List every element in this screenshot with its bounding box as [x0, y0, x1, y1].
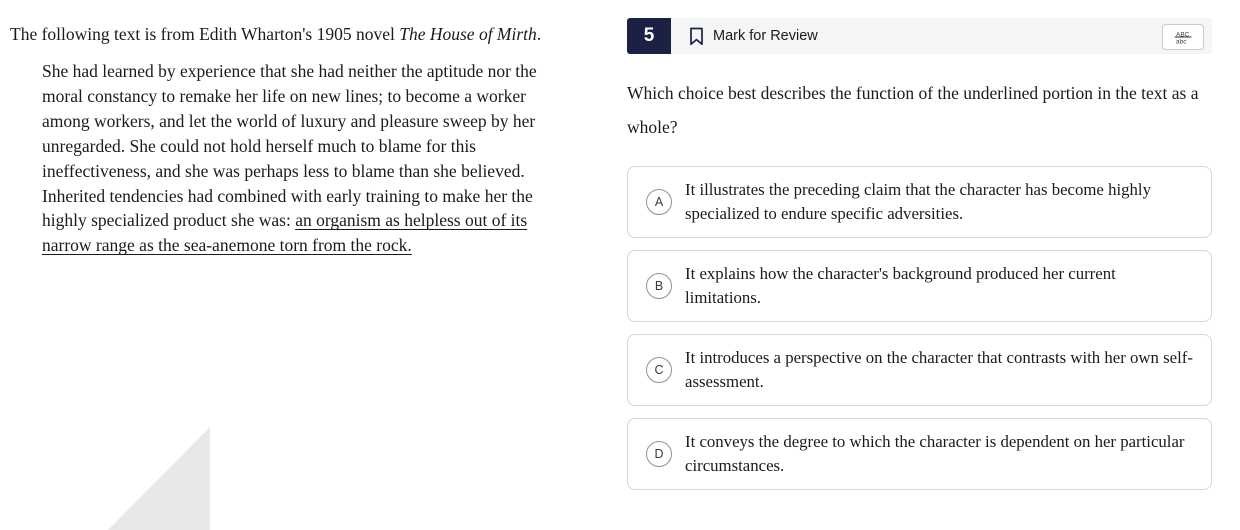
choice-text-c: It introduces a perspective on the character that contrasts with her own self-assessment. [685, 347, 1193, 392]
passage-body [10, 59, 577, 258]
passage-novel-title: The House of Mirth [399, 24, 537, 44]
passage-intro-suffix: . [536, 24, 542, 44]
svg-text:ABC: ABC [1176, 31, 1190, 39]
svg-text:abc: abc [1176, 38, 1187, 44]
question-header [627, 18, 1212, 54]
abc-crossout-icon [1172, 30, 1194, 44]
choice-text-d: It conveys the degree to which the character is dependent on her particular circumstances. [685, 431, 1185, 476]
choice-text-a: It illustrates the preceding claim that the character has become highly specialized to endure specific adversities. [685, 179, 1151, 224]
mark-for-review-label: Mark for Review [713, 28, 818, 44]
passage-intro [10, 22, 577, 47]
answer-choice-b[interactable] [627, 250, 1212, 322]
bookmark-icon [689, 27, 704, 46]
question-stem: Which choice best describes the function of the underlined portion in the text as a whole? [627, 83, 1199, 138]
passage-intro-prefix: The following text is from Edith Wharton's 1905 novel [10, 24, 400, 44]
page-fold-watermark [106, 427, 486, 530]
answer-choice-a[interactable] [627, 166, 1212, 238]
passage-body-plain: She had learned by experience that she had neither the aptitude nor the moral constancy to remake her life on new lines; to become a worker among workers, and let the world of luxury and pleasure sweep by her unregarded. She could not hold herself much to blame for this ineffectiveness, and she was perhaps less to blame than she believed. Inherited tendencies had combined with early training to make her the highly specialized product she was: [42, 61, 537, 231]
choice-letter-c: C [646, 357, 672, 383]
question-number-badge: 5 [627, 18, 671, 54]
passage-pane [0, 0, 607, 530]
mark-for-review-button[interactable] [689, 27, 818, 46]
answer-choice-d[interactable] [627, 418, 1212, 490]
choice-letter-b: B [646, 273, 672, 299]
choice-text-b: It explains how the character's background produced her current limitations. [685, 263, 1116, 308]
question-pane [607, 0, 1240, 530]
choice-letter-d: D [646, 441, 672, 467]
passage-underlined-portion: an organism as helpless out of its narrow range as the sea-anemone torn from the rock. [42, 210, 528, 256]
abc-crossout-toggle[interactable] [1162, 24, 1204, 50]
answer-choice-c[interactable] [627, 334, 1212, 406]
choice-letter-a: A [646, 189, 672, 215]
answer-choices [627, 166, 1212, 490]
